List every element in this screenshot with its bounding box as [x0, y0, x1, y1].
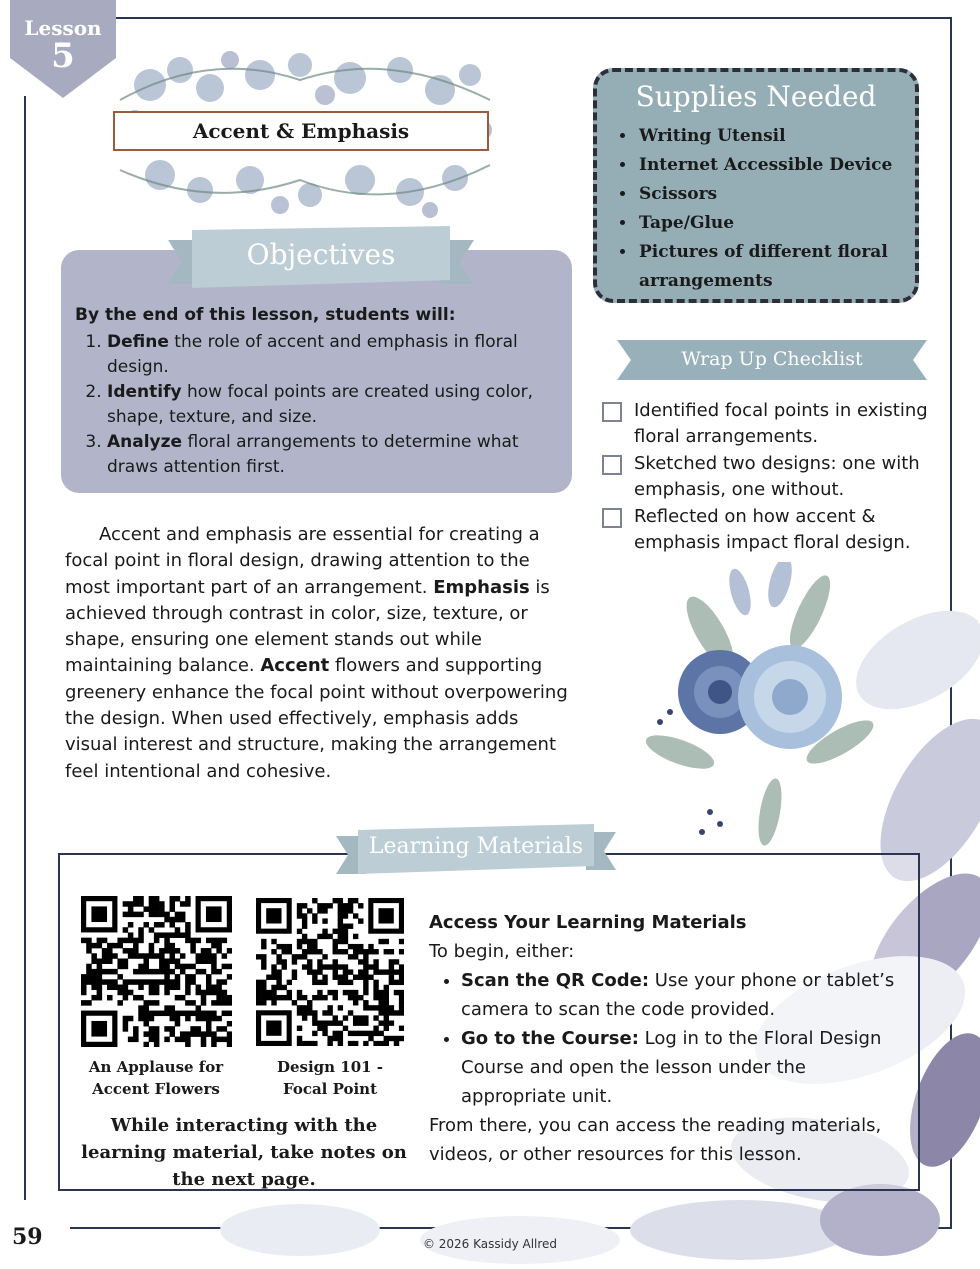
access-outro: From there, you can access the reading materials, videos, or other resources for this lesson. — [429, 1115, 882, 1165]
access-option — [461, 966, 899, 1024]
objective-verb: Identify — [107, 382, 182, 402]
supply-item: • Internet Accessible Device — [637, 151, 917, 180]
lesson-label: Lesson — [24, 16, 102, 40]
access-title: Access Your Learning Materials — [429, 912, 747, 933]
supply-item: • Tape/Glue — [637, 209, 917, 238]
objective-verb: Analyze — [107, 432, 183, 452]
objective-verb: Define — [107, 332, 169, 352]
paragraph-text: Accent and emphasis are essential for creating a focal point in floral design, drawing attention to the most important part of an arrangement. — [65, 524, 540, 598]
objectives-heading: Objectives — [246, 238, 396, 271]
wrap-up-heading: Wrap Up Checklist — [681, 348, 863, 370]
learning-materials-ribbon — [336, 822, 616, 880]
checklist-item — [600, 451, 940, 503]
learning-materials-heading: Learning Materials — [368, 834, 584, 859]
qr-code-design-101-focal-point[interactable] — [256, 898, 404, 1046]
objective-text: floral arrangements to determine what draws attention first. — [107, 432, 519, 477]
checkbox[interactable] — [602, 455, 622, 475]
objective-item — [107, 430, 547, 480]
supplies-heading: Supplies Needed — [635, 80, 877, 113]
frame-left-line — [24, 96, 26, 1200]
access-instructions — [429, 908, 899, 1169]
supplies-list — [615, 122, 917, 296]
lesson-introduction-paragraph — [65, 522, 571, 785]
checklist-item — [600, 504, 940, 556]
blue-rose-bouquet-illustration — [640, 562, 880, 862]
access-options-list — [429, 966, 899, 1111]
supply-item: • Writing Utensil — [637, 122, 917, 151]
paragraph-text: is achieved through contrast in color, size, texture, or shape, ensuring one element stands out while maintaining balance. — [65, 576, 550, 677]
access-intro: To begin, either: — [429, 941, 575, 962]
checklist-text: Reflected on how accent & emphasis impact floral design. — [634, 506, 911, 553]
lesson-number: 5 — [51, 36, 75, 76]
checklist-text: Identified focal points in existing floral arrangements. — [634, 400, 928, 447]
objectives-list — [89, 330, 547, 480]
frame-top-line — [112, 17, 952, 19]
page-number: 59 — [12, 1224, 43, 1250]
supplies-panel — [593, 68, 919, 303]
access-option-text: Log in to the Floral Design Course and open the lesson under the appropriate unit. — [461, 1028, 882, 1107]
objective-text: how focal points are created using color, shape, texture, and size. — [107, 382, 533, 427]
qr-code-applause-accent-flowers[interactable] — [81, 896, 232, 1047]
wrap-up-checklist — [600, 398, 940, 557]
wrap-up-ribbon — [617, 340, 927, 380]
qr-pattern — [256, 898, 404, 1046]
objective-item — [107, 330, 547, 380]
objective-text: the role of accent and emphasis in floral design. — [107, 332, 518, 377]
objectives-ribbon — [168, 226, 474, 292]
objective-item — [107, 380, 547, 430]
access-option-text: Use your phone or tablet’s camera to scan the code provided. — [461, 970, 895, 1020]
checkbox[interactable] — [602, 508, 622, 528]
supply-item: • Pictures of different floral arrangements — [637, 238, 917, 296]
copyright-notice: © 2026 Kassidy Allred — [422, 1237, 558, 1251]
checkbox[interactable] — [602, 402, 622, 422]
qr-pattern — [81, 896, 232, 1047]
supply-item: • Scissors — [637, 180, 917, 209]
checklist-text: Sketched two designs: one with emphasis, one without. — [634, 453, 920, 500]
qr-label-2: Design 101 - Focal Point — [276, 1058, 384, 1098]
paragraph-bold-term: Accent — [260, 655, 330, 677]
lesson-title: Accent & Emphasis — [113, 111, 489, 151]
notes-instruction: While interacting with the learning material, take notes on the next page. — [81, 1115, 407, 1190]
lesson-tag — [10, 0, 116, 98]
checklist-item — [600, 398, 940, 450]
access-option — [461, 1024, 899, 1111]
access-option-label: Scan the QR Code: — [461, 970, 650, 991]
qr-label-1: An Applause for Accent Flowers — [88, 1058, 224, 1098]
paragraph-bold-term: Emphasis — [433, 576, 530, 598]
objectives-intro: By the end of this lesson, students will: — [75, 305, 456, 325]
access-option-label: Go to the Course: — [461, 1028, 639, 1049]
paragraph-text: flowers and supporting greenery enhance the focal point without overpowering the design. When used effectively, emphasis adds visual interest and structure, making the arrangement feel intentional and cohesive. — [65, 655, 568, 782]
